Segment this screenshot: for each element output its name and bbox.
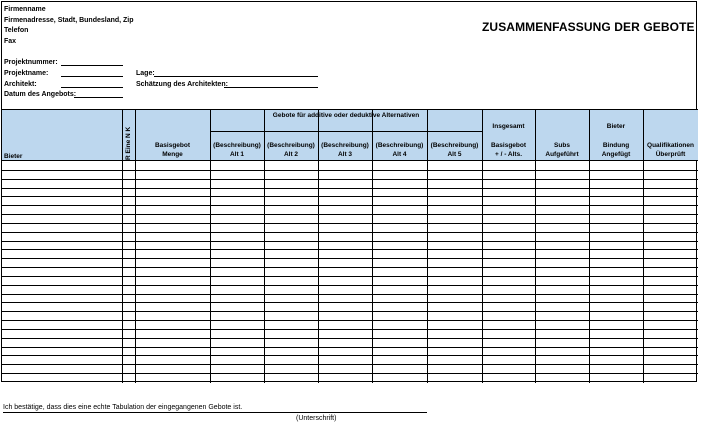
table-row — [2, 355, 698, 356]
subs-header — [535, 141, 589, 159]
alt-5-header — [427, 141, 482, 159]
alt-4-header — [372, 141, 427, 159]
signature-label: (Unterschrift) — [296, 415, 337, 422]
company-block — [4, 5, 134, 47]
architect-estimate-label: Schätzung des Architekten: — [136, 81, 228, 88]
total-sub-line2: + / - Alts. — [494, 151, 523, 158]
bid-date-label: Datum des Angebots: — [4, 91, 77, 98]
bid-summary-sheet — [1, 1, 697, 382]
table-row — [2, 170, 698, 171]
page-title: ZUSAMMENFASSUNG DER GEBOTE — [482, 20, 695, 34]
rne-header: R Eine N K — [125, 126, 132, 160]
table-row — [2, 196, 698, 197]
project-name-label: Projektname: — [4, 70, 49, 77]
alternatives-header: Gebote für additive oder deduktive Alternativen — [272, 112, 420, 119]
bond-line2: Angefügt — [601, 151, 631, 158]
alt-description: (Beschreibung) — [267, 142, 315, 149]
company-phone: Telefon — [4, 27, 29, 34]
table-row — [2, 338, 698, 339]
table-row — [2, 311, 698, 312]
signature-line[interactable] — [3, 412, 427, 413]
table-row — [2, 188, 698, 189]
project-number-field[interactable] — [61, 65, 123, 66]
table-row — [2, 347, 698, 348]
alt-2-header — [264, 141, 318, 159]
alt-3-header — [318, 141, 372, 159]
alt-label: Alt 5 — [447, 151, 462, 158]
table-row — [2, 320, 698, 321]
table-row — [2, 267, 698, 268]
alt-label: Alt 4 — [392, 151, 407, 158]
table-row — [2, 302, 698, 303]
architect-field[interactable] — [61, 87, 123, 88]
table-row — [2, 364, 698, 365]
table-row — [2, 205, 698, 206]
project-name-field[interactable] — [61, 76, 123, 77]
table-row — [2, 214, 698, 215]
total-sub-header — [482, 141, 535, 159]
alt-description: (Beschreibung) — [375, 142, 424, 149]
total-sub-line1: Basisgebot — [490, 142, 527, 149]
subs-line2: Aufgeführt — [545, 151, 579, 158]
qualifications-header — [643, 141, 698, 159]
table-row — [2, 258, 698, 259]
table-row — [2, 285, 698, 286]
architect-estimate-field[interactable] — [224, 87, 318, 88]
alt-1-header — [210, 141, 264, 159]
base-bid-header-line2: Menge — [162, 151, 183, 158]
table-row — [2, 294, 698, 295]
total-header: Insgesamt — [492, 123, 525, 130]
alternatives-divider — [210, 131, 482, 132]
alt-description: (Beschreibung) — [430, 142, 479, 149]
location-field[interactable] — [154, 76, 318, 77]
bond-line1: Bindung — [602, 142, 630, 149]
certification-statement: Ich bestätige, dass dies eine echte Tabulation der eingegangenen Gebote ist. — [3, 404, 243, 411]
base-bid-header — [135, 141, 210, 159]
qual-line1: Qualifikationen — [647, 142, 694, 149]
project-number-label: Projektnummer: — [4, 59, 58, 66]
architect-label: Architekt: — [4, 81, 37, 88]
company-address: Firmenadresse, Stadt, Bundesland, Zip — [4, 16, 134, 24]
base-bid-header-line1: Basisgebot — [154, 142, 191, 149]
alt-label: Alt 3 — [337, 151, 353, 158]
table-row — [2, 223, 698, 224]
table-row — [2, 329, 698, 330]
col-divider — [122, 109, 123, 383]
subs-line1: Subs — [554, 142, 570, 149]
alt-label: Alt 1 — [229, 151, 245, 158]
table-row — [2, 276, 698, 277]
company-name: Firmenname — [4, 6, 46, 13]
company-fax: Fax — [4, 37, 17, 45]
table-row — [2, 249, 698, 250]
bid-date-field[interactable] — [74, 97, 123, 98]
table-row — [2, 179, 698, 180]
table-row — [2, 232, 698, 233]
bond-sub-header — [589, 141, 643, 159]
alt-description: (Beschreibung) — [213, 142, 261, 149]
table-row — [2, 241, 698, 242]
alt-label: Alt 2 — [283, 151, 299, 158]
bidder-header: Bieter — [4, 153, 23, 160]
location-label: Lage: — [136, 70, 155, 77]
bond-header: Bieter — [606, 123, 626, 130]
qual-line2: Überprüft — [655, 151, 686, 158]
alt-description: (Beschreibung) — [321, 142, 369, 149]
table-row — [2, 373, 698, 374]
